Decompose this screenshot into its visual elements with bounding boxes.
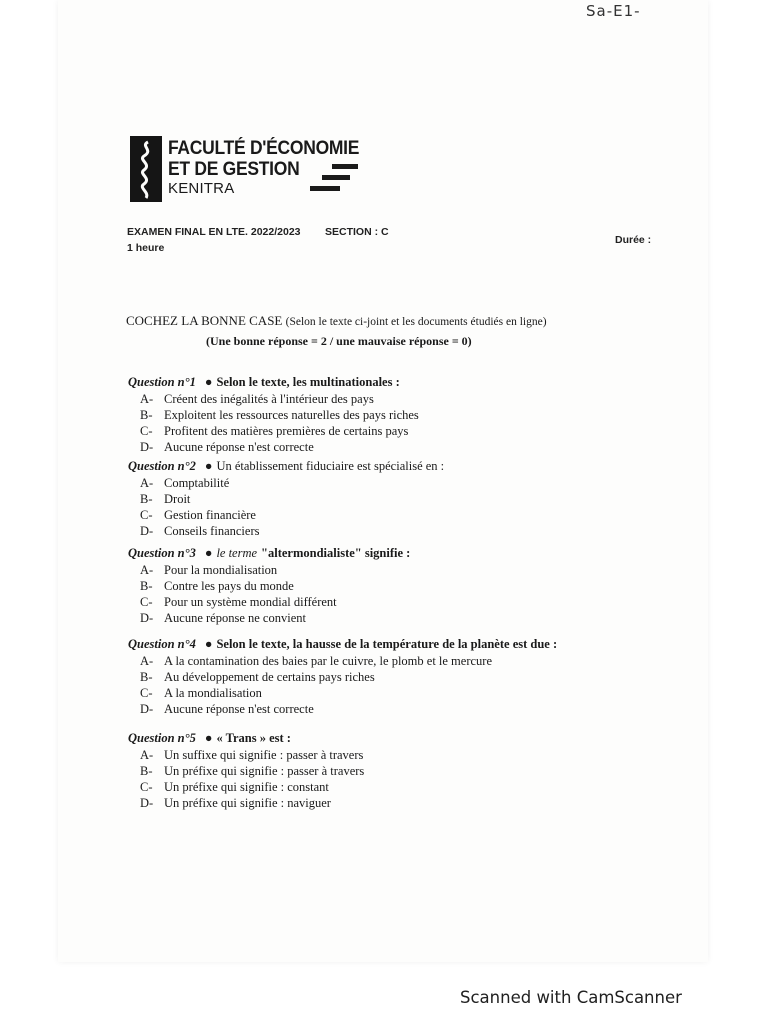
answer-option[interactable]: B- Droit (140, 492, 191, 506)
answer-option[interactable]: A- Créent des inégalités à l'intérieur des pays (140, 392, 374, 406)
answer-option[interactable]: B- Exploitent les ressources naturelles des pays riches (140, 408, 419, 422)
question-prompt: Selon le texte, les multinationales : (216, 375, 400, 389)
question-number: Question n°5 (128, 731, 196, 745)
question-number: Question n°4 (128, 637, 196, 651)
exam-title: EXAMEN FINAL EN LTE. 2022/2023 (127, 226, 301, 238)
answer-option[interactable]: C- Gestion financière (140, 508, 256, 522)
handwritten-mark: Sa-E1- (586, 2, 641, 20)
question-number: Question n°3 (128, 546, 196, 560)
answer-option[interactable]: B- Contre les pays du monde (140, 579, 294, 593)
question-prompt: Un établissement fiduciaire est spécialisé en : (216, 459, 445, 473)
answer-option[interactable]: D- Aucune réponse n'est correcte (140, 702, 314, 716)
answer-option[interactable]: A- A la contamination des baies par le cuivre, le plomb et le mercure (140, 654, 493, 668)
answer-option[interactable]: C- Profitent des matières premières de certains pays (140, 424, 409, 438)
answer-option[interactable]: C- A la mondialisation (140, 686, 262, 700)
answer-option[interactable]: A- Comptabilité (140, 476, 230, 490)
logo-line-3: KENITRA (168, 180, 235, 197)
bullet-icon: ● (204, 375, 213, 389)
logo-line-2: ET DE GESTION (168, 159, 300, 180)
answer-option[interactable]: D- Un préfixe qui signifie : naviguer (140, 796, 331, 810)
answer-option[interactable]: A- Pour la mondialisation (140, 563, 278, 577)
answer-option[interactable]: B- Au développement de certains pays riches (140, 670, 375, 684)
bullet-icon: ● (204, 637, 213, 651)
exam-section: SECTION : C (325, 226, 389, 238)
answer-option[interactable]: A- Un suffixe qui signifie : passer à travers (140, 748, 364, 762)
question-title (128, 374, 648, 391)
question-number: Question n°1 (128, 375, 196, 389)
bullet-icon: ● (204, 731, 213, 745)
question-prompt-prefix: le terme (216, 546, 258, 560)
question-prompt: "altermondialiste" signifie : (261, 546, 411, 560)
answer-option[interactable]: C- Un préfixe qui signifie : constant (140, 780, 329, 794)
question-title (128, 458, 648, 475)
answer-option[interactable]: B- Un préfixe qui signifie : passer à travers (140, 764, 365, 778)
instructions (126, 313, 547, 329)
logo-line-1: FACULTÉ D'ÉCONOMIE (168, 138, 360, 159)
instructions-main: COCHEZ LA BONNE CASE (126, 313, 283, 328)
question-title (128, 636, 648, 653)
question-prompt: Selon le texte, la hausse de la température de la planète est due : (216, 637, 558, 651)
bullet-icon: ● (204, 546, 213, 560)
answer-option[interactable]: D- Aucune réponse n'est correcte (140, 440, 314, 454)
question-title (128, 545, 648, 562)
question-2 (128, 458, 648, 539)
question-title (128, 730, 648, 747)
question-number: Question n°2 (128, 459, 196, 473)
duration-value: 1 heure (127, 242, 165, 254)
scanner-watermark: Scanned with CamScanner (460, 988, 682, 1007)
question-4 (128, 636, 648, 717)
question-5 (128, 730, 648, 811)
question-1 (128, 374, 648, 455)
answer-option[interactable]: D- Aucune réponse ne convient (140, 611, 306, 625)
instructions-note: (Selon le texte ci-joint et les documents étudiés en ligne) (285, 316, 547, 328)
question-prompt: « Trans » est : (216, 731, 291, 745)
answer-option[interactable]: D- Conseils financiers (140, 524, 260, 538)
logo-stairs-icon (308, 164, 360, 194)
duration-label: Durée : (615, 234, 652, 246)
logo-emblem-icon (130, 136, 162, 202)
scoring-rule: (Une bonne réponse = 2 / une mauvaise réponse = 0) (206, 334, 472, 348)
bullet-icon: ● (204, 459, 213, 473)
answer-option[interactable]: C- Pour un système mondial différent (140, 595, 337, 609)
question-3 (128, 545, 648, 626)
faculty-logo (130, 136, 370, 204)
